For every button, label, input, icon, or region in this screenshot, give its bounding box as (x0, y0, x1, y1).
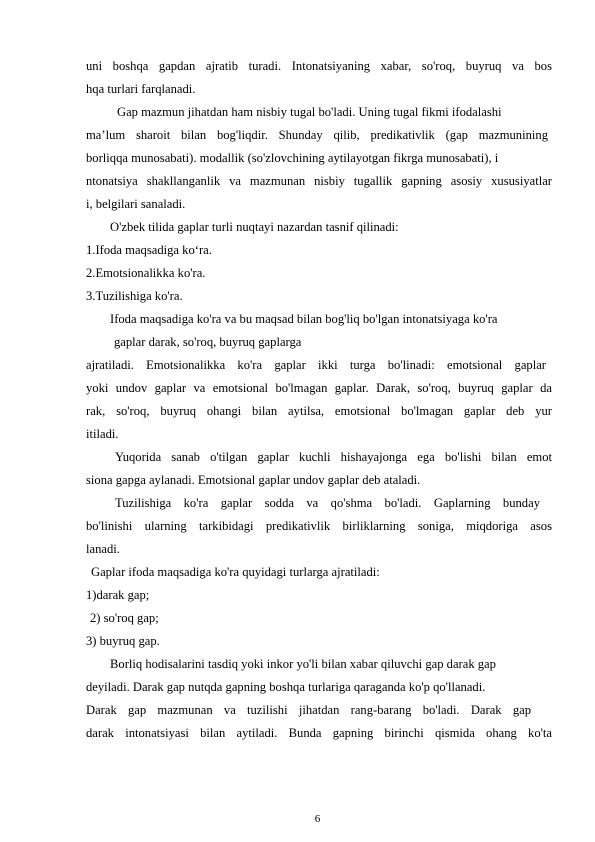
list-item: 3) buyruq gap. (86, 634, 160, 648)
text-line: Yuqorida sanab o'tilgan gaplar kuchli hishayajonga ega bo'lishi bilan emot (115, 450, 552, 464)
text-line: lanadi. (86, 542, 120, 556)
text-line: hqa turlari farqlanadi. (86, 82, 196, 96)
text-line: Darak gap mazmunan va tuzilishi jihatdan rang-barang bo'ladi. Darak gap (86, 703, 531, 717)
text-line: Tuzilishiga ko'ra gaplar sodda va qo'shma bo'ladi. Gaplarning bunday (115, 496, 540, 510)
text-line: Gaplar ifoda maqsadiga ko'ra quyidagi turlarga ajratiladi: (91, 565, 380, 579)
list-item: 1)darak gap; (86, 588, 150, 602)
text-line: yoki undov gaplar va emotsional bo'lmagan gaplar. Darak, so'roq, buyruq gaplar da (86, 381, 552, 395)
text-line: Borliq hodisalarini tasdiq yoki inkor yo'li bilan xabar qiluvchi gap darak gap (110, 657, 496, 671)
page-number: 6 (314, 813, 321, 825)
text-line: i, belgilari sanaladi. (86, 197, 186, 211)
list-item: 2.Emotsionalikka ko'ra. (86, 266, 206, 280)
list-item: 1.Ifoda maqsadiga ko‘ra. (86, 243, 212, 257)
text-line: bo'linishi ularning tarkibidagi predikativlik birliklarning soniga, miqdoriga asos (86, 519, 552, 533)
text-line: deyiladi. Darak gap nutqda gapning boshqa turlariga qaraganda ko'p qo'llanadi. (86, 680, 486, 694)
text-line: uni boshqa gapdan ajratib turadi. Intonatsiyaning xabar, so'roq, buyruq va bos (86, 59, 552, 73)
text-line: siona gapga aylanadi. Emotsional gaplar undov gaplar deb ataladi. (86, 473, 421, 487)
text-line: borliqqa munosabati). modallik (so'zlovchining aytilayotgan fikrga munosabati), i (86, 151, 499, 165)
text-line: Ifoda maqsadiga ko'ra va bu maqsad bilan bog'liq bo'lgan intonatsiyaga ko'ra (110, 312, 498, 326)
text-line: rak, so'roq, buyruq ohangi bilan aytilsa, emotsional bo'lmagan gaplar deb yur (86, 404, 552, 418)
list-item: 3.Tuzilishiga ko'ra. (86, 289, 183, 303)
text-line: itiladi. (86, 427, 119, 441)
text-line: ntonatsiya shakllanganlik va mazmunan nisbiy tugallik gapning asosiy xususiyatlar (86, 174, 552, 188)
text-line: O'zbek tilida gaplar turli nuqtayi nazardan tasnif qilinadi: (110, 220, 399, 234)
text-line: Gap mazmun jihatdan ham nisbiy tugal bo'ladi. Uning tugal fikmi ifodalashi (117, 105, 502, 119)
list-item: 2) so'roq gap; (90, 611, 159, 625)
text-line: darak intonatsiyasi bilan aytiladi. Bunda gapning birinchi qismida ohang ko'ta (86, 726, 552, 740)
text-line: ma’lum sharoit bilan bog'liqdir. Shunday qilib, predikativlik (gap mazmunining (86, 128, 548, 142)
text-line: gaplar darak, so'roq, buyruq gaplarga (114, 335, 302, 349)
text-line: ajratiladi. Emotsionalikka ko'ra gaplar ikki turga bo'linadi: emotsional gaplar (86, 358, 546, 372)
